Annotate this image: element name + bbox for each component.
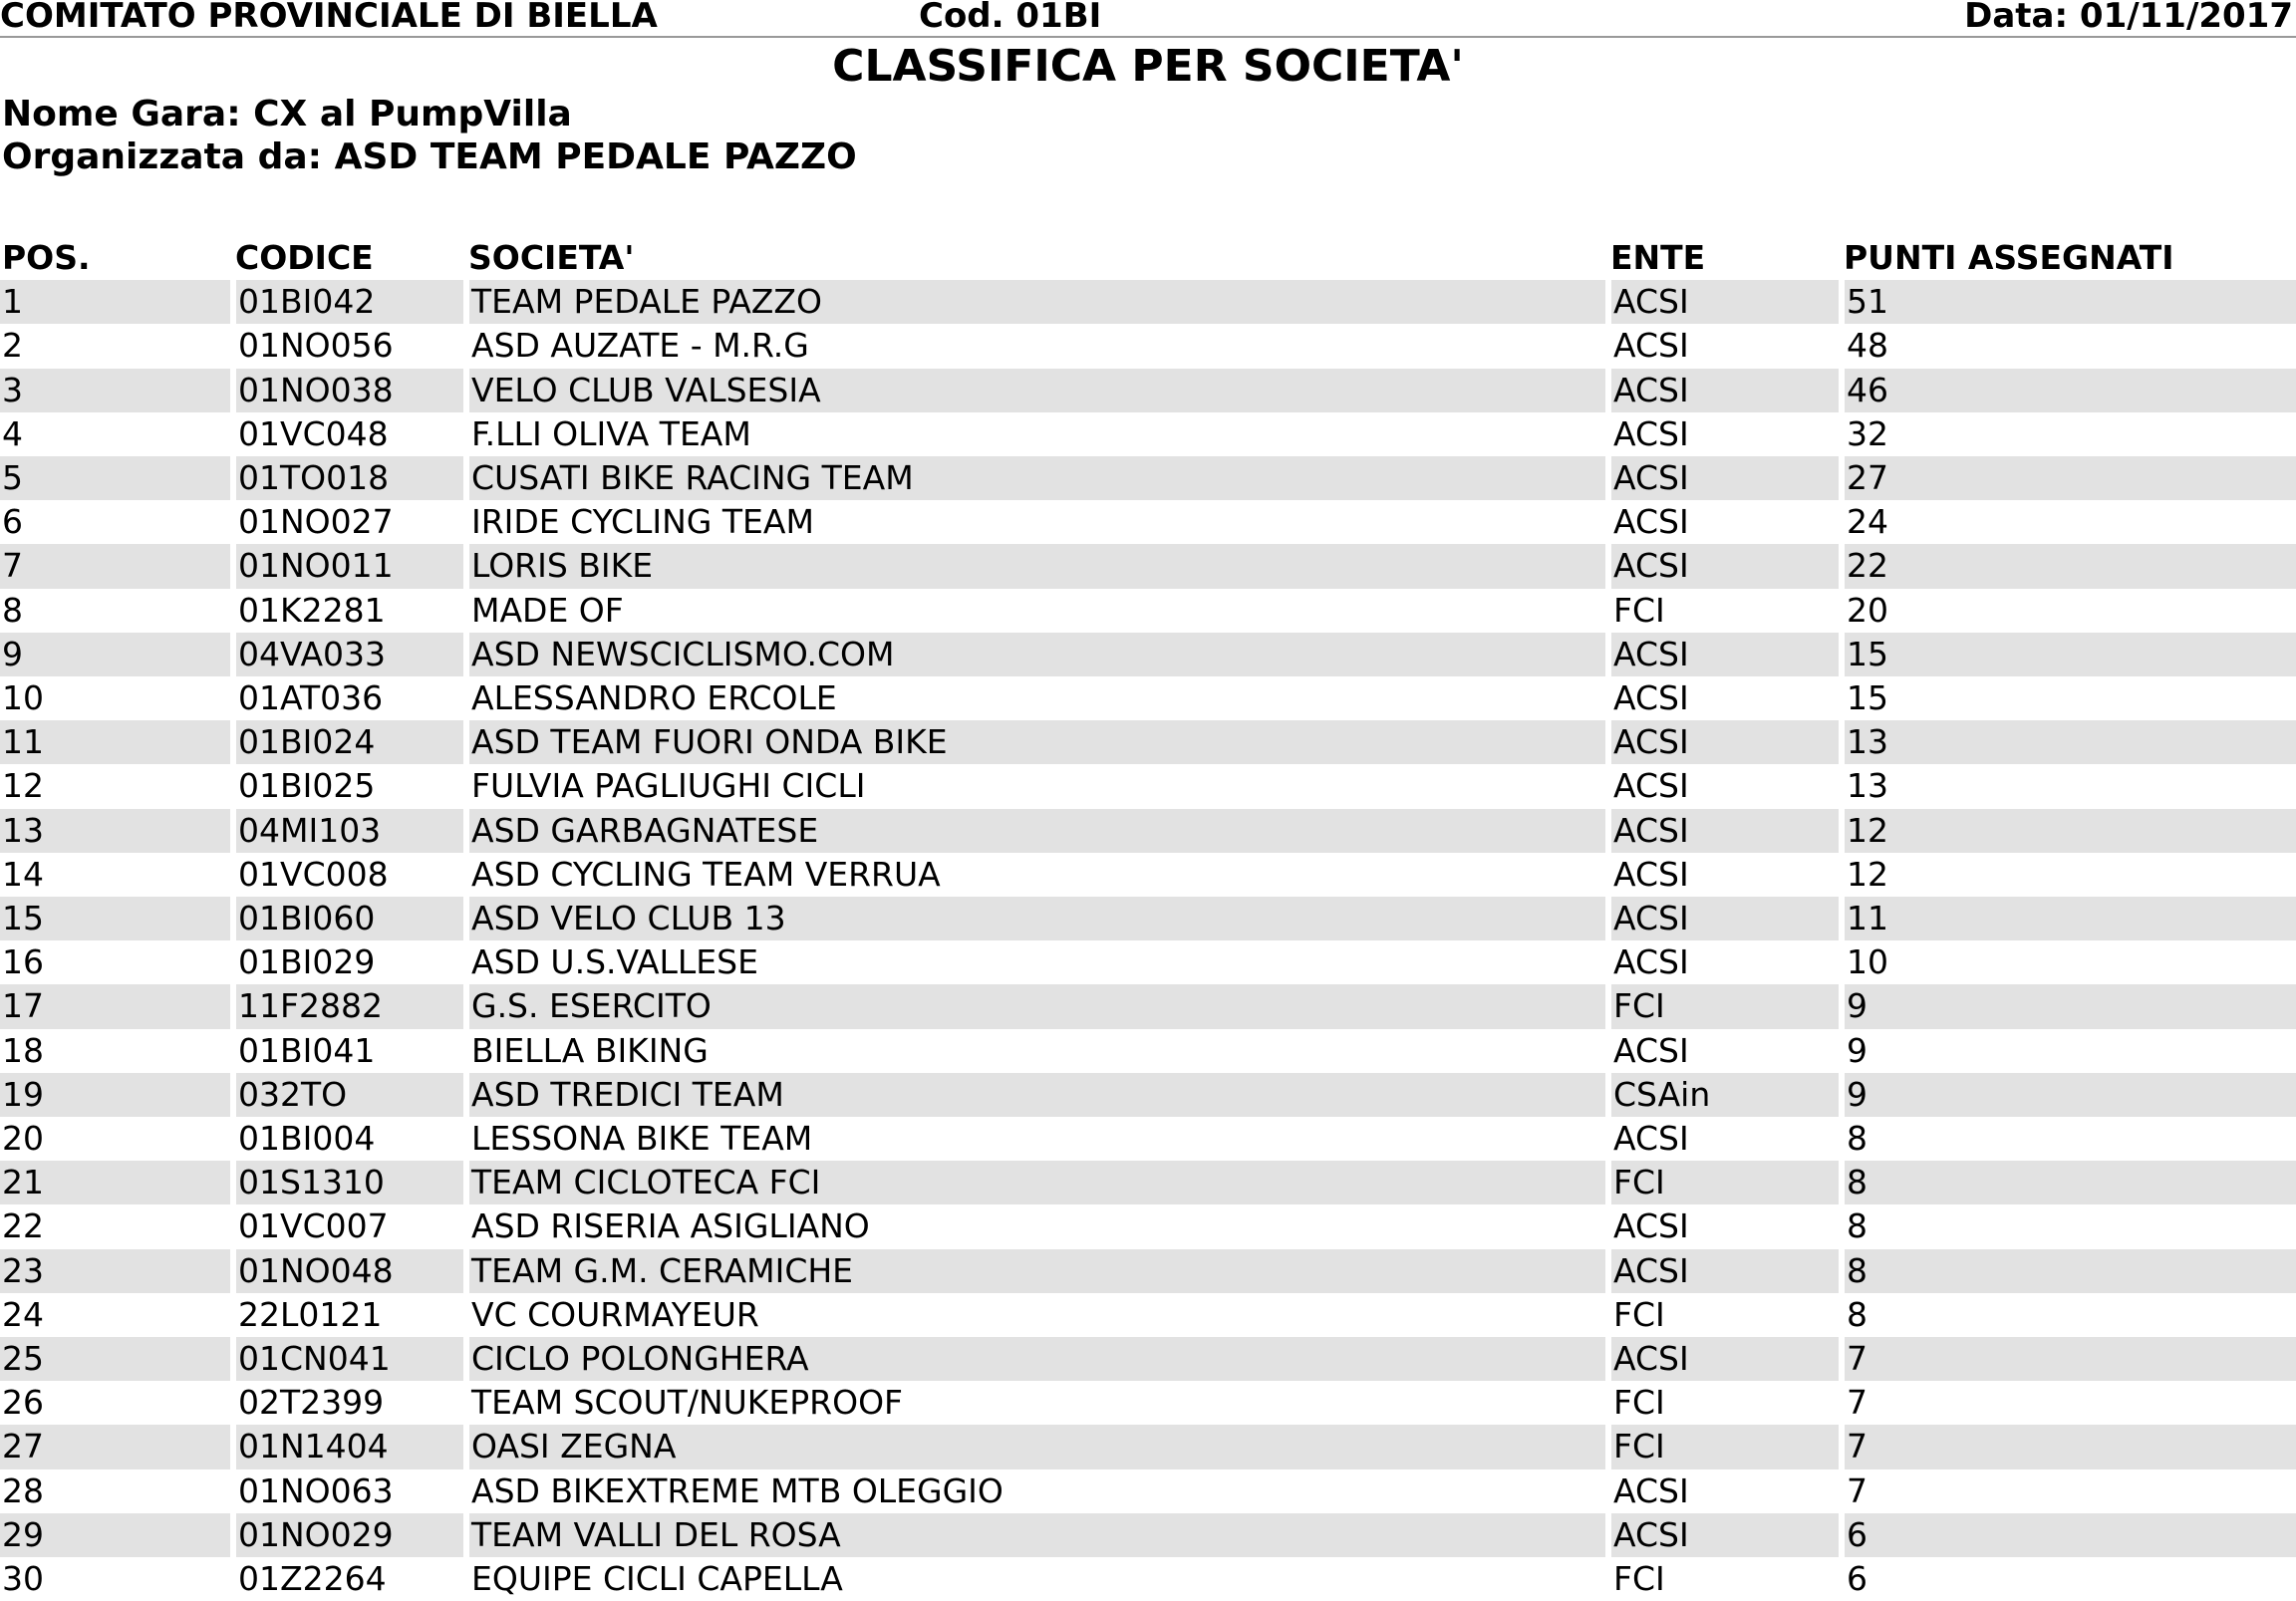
cell-code: 01BI042 <box>233 280 466 324</box>
table-row <box>0 764 2296 808</box>
cell-code: 01AT036 <box>233 676 466 720</box>
cell-position: 19 <box>0 1073 233 1117</box>
table-row <box>0 324 2296 368</box>
page-title: CLASSIFICA PER SOCIETA' <box>832 41 1464 92</box>
cell-club: FULVIA PAGLIUGHI CICLI <box>466 764 1608 808</box>
cell-position: 23 <box>0 1249 233 1293</box>
cell-body: ACSI <box>1608 720 1842 764</box>
cell-body: ACSI <box>1608 1204 1842 1248</box>
cell-points: 12 <box>1842 809 2296 853</box>
table-row <box>0 1029 2296 1073</box>
cell-position: 30 <box>0 1557 233 1601</box>
cell-body: ACSI <box>1608 1029 1842 1073</box>
cell-points: 7 <box>1847 1383 1867 1423</box>
column-header-points: PUNTI ASSEGNATI <box>1844 238 2174 277</box>
cell-points: 15 <box>1847 678 1888 718</box>
cell-position: 22 <box>0 1204 233 1248</box>
cell-points: 13 <box>1847 766 1888 806</box>
cell-body: FCI <box>1608 589 1842 633</box>
ranking-table <box>0 236 2296 1601</box>
cell-club: MADE OF <box>466 589 1608 633</box>
column-header-position: POS. <box>2 238 91 277</box>
cell-code: 04MI103 <box>233 809 466 853</box>
table-row <box>0 1073 2296 1117</box>
cell-points: 7 <box>1842 1425 2296 1468</box>
cell-club: TEAM CICLOTECA FCI <box>466 1161 1608 1204</box>
cell-body: ACSI <box>1608 633 1842 676</box>
column-header-club: SOCIETA' <box>468 238 635 277</box>
cell-position: 11 <box>0 720 233 764</box>
cell-code: 01NO048 <box>233 1249 466 1293</box>
cell-position: 4 <box>0 412 233 456</box>
cell-position: 29 <box>0 1513 233 1557</box>
cell-position: 2 <box>0 324 233 368</box>
cell-body: ACSI <box>1608 1469 1842 1513</box>
cell-points: 7 <box>1842 1337 2296 1381</box>
cell-points: 6 <box>1842 1513 2296 1557</box>
cell-points: 27 <box>1842 456 2296 500</box>
cell-code: 032TO <box>233 1073 466 1117</box>
cell-code: 01CN041 <box>233 1337 466 1381</box>
cell-code: 01NO056 <box>233 324 466 368</box>
cell-points: 9 <box>1847 1030 1867 1070</box>
cell-body: ACSI <box>1608 764 1842 808</box>
cell-position: 28 <box>0 1469 233 1513</box>
table-row <box>0 1337 2296 1381</box>
cell-code: 01BI025 <box>233 764 466 808</box>
table-row <box>0 1161 2296 1204</box>
cell-position: 1 <box>0 280 233 324</box>
cell-points: 32 <box>1847 413 1888 453</box>
cell-position: 3 <box>0 369 233 412</box>
cell-body: ACSI <box>1608 809 1842 853</box>
cell-points: 11 <box>1842 897 2296 940</box>
cell-club: BIELLA BIKING <box>466 1029 1608 1073</box>
cell-points: 8 <box>1847 1119 1867 1159</box>
cell-position: 20 <box>0 1117 233 1161</box>
cell-body: FCI <box>1608 1381 1842 1425</box>
cell-code: 01BI041 <box>233 1029 466 1073</box>
organizer-name: Organizzata da: ASD TEAM PEDALE PAZZO <box>2 136 857 177</box>
cell-points: 24 <box>1847 502 1888 542</box>
cell-code: 11F2882 <box>233 984 466 1028</box>
cell-club: ASD TEAM FUORI ONDA BIKE <box>466 720 1608 764</box>
cell-code: 01BI004 <box>233 1117 466 1161</box>
cell-body: ACSI <box>1608 280 1842 324</box>
table-row <box>0 853 2296 897</box>
cell-body: ACSI <box>1608 853 1842 897</box>
table-row <box>0 589 2296 633</box>
cell-position: 13 <box>0 809 233 853</box>
table-row <box>0 1513 2296 1557</box>
cell-code: 01VC048 <box>233 412 466 456</box>
cell-club: CICLO POLONGHERA <box>466 1337 1608 1381</box>
cell-club: TEAM SCOUT/NUKEPROOF <box>466 1381 1608 1425</box>
cell-code: 01VC008 <box>233 853 466 897</box>
cell-club: ASD U.S.VALLESE <box>466 940 1608 984</box>
cell-club: TEAM PEDALE PAZZO <box>466 280 1608 324</box>
table-row <box>0 676 2296 720</box>
cell-points: 9 <box>1842 984 2296 1028</box>
cell-club: ALESSANDRO ERCOLE <box>466 676 1608 720</box>
cell-position: 5 <box>0 456 233 500</box>
cell-club: ASD CYCLING TEAM VERRUA <box>466 853 1608 897</box>
cell-code: 22L0121 <box>233 1293 466 1337</box>
column-header-body: ENTE <box>1610 238 1706 277</box>
cell-body: ACSI <box>1608 940 1842 984</box>
cell-points: 48 <box>1847 326 1888 366</box>
cell-club: OASI ZEGNA <box>466 1425 1608 1468</box>
cell-points: 8 <box>1842 1249 2296 1293</box>
table-row <box>0 1117 2296 1161</box>
cell-points: 13 <box>1842 720 2296 764</box>
cell-code: 01NO011 <box>233 544 466 588</box>
cell-club: CUSATI BIKE RACING TEAM <box>466 456 1608 500</box>
cell-body: ACSI <box>1608 676 1842 720</box>
cell-position: 24 <box>0 1293 233 1337</box>
cell-points: 51 <box>1842 280 2296 324</box>
cell-club: ASD TREDICI TEAM <box>466 1073 1608 1117</box>
cell-club: LORIS BIKE <box>466 544 1608 588</box>
cell-club: ASD BIKEXTREME MTB OLEGGIO <box>466 1469 1608 1513</box>
cell-code: 01NO027 <box>233 500 466 544</box>
cell-points: 22 <box>1842 544 2296 588</box>
cell-club: ASD NEWSCICLISMO.COM <box>466 633 1608 676</box>
cell-body: ACSI <box>1608 1117 1842 1161</box>
table-row <box>0 809 2296 853</box>
table-row <box>0 984 2296 1028</box>
cell-position: 6 <box>0 500 233 544</box>
cell-points: 15 <box>1842 633 2296 676</box>
cell-club: LESSONA BIKE TEAM <box>466 1117 1608 1161</box>
cell-body: ACSI <box>1608 500 1842 544</box>
table-row <box>0 1249 2296 1293</box>
cell-body: FCI <box>1608 1425 1842 1468</box>
cell-points: 9 <box>1842 1073 2296 1117</box>
cell-club: F.LLI OLIVA TEAM <box>466 412 1608 456</box>
table-row <box>0 940 2296 984</box>
cell-club: VELO CLUB VALSESIA <box>466 369 1608 412</box>
cell-club: IRIDE CYCLING TEAM <box>466 500 1608 544</box>
cell-position: 27 <box>0 1425 233 1468</box>
cell-points: 20 <box>1847 590 1888 630</box>
cell-club: EQUIPE CICLI CAPELLA <box>466 1557 1608 1601</box>
cell-code: 01BI029 <box>233 940 466 984</box>
cell-position: 18 <box>0 1029 233 1073</box>
cell-body: ACSI <box>1608 324 1842 368</box>
cell-body: ACSI <box>1608 412 1842 456</box>
cell-club: ASD GARBAGNATESE <box>466 809 1608 853</box>
cell-code: 01K2281 <box>233 589 466 633</box>
table-row <box>0 456 2296 500</box>
table-row <box>0 1469 2296 1513</box>
cell-code: 01NO063 <box>233 1469 466 1513</box>
table-row <box>0 369 2296 412</box>
cell-points: 7 <box>1847 1470 1867 1510</box>
table-row <box>0 412 2296 456</box>
document-date: Data: 01/11/2017 <box>1964 0 2293 36</box>
cell-body: ACSI <box>1608 544 1842 588</box>
table-row <box>0 1425 2296 1468</box>
cell-code: 01NO038 <box>233 369 466 412</box>
table-row <box>0 1293 2296 1337</box>
cell-points: 8 <box>1847 1294 1867 1334</box>
cell-points: 8 <box>1847 1206 1867 1246</box>
race-name: Nome Gara: CX al PumpVilla <box>2 94 572 134</box>
cell-club: VC COURMAYEUR <box>466 1293 1608 1337</box>
cell-points: 8 <box>1842 1161 2296 1204</box>
table-body <box>0 280 2296 1601</box>
table-row <box>0 500 2296 544</box>
table-row <box>0 544 2296 588</box>
cell-position: 12 <box>0 764 233 808</box>
cell-position: 10 <box>0 676 233 720</box>
cell-position: 21 <box>0 1161 233 1204</box>
cell-club: TEAM VALLI DEL ROSA <box>466 1513 1608 1557</box>
table-row <box>0 633 2296 676</box>
cell-code: 01BI024 <box>233 720 466 764</box>
cell-body: ACSI <box>1608 369 1842 412</box>
cell-body: ACSI <box>1608 1337 1842 1381</box>
table-row <box>0 897 2296 940</box>
cell-code: 01N1404 <box>233 1425 466 1468</box>
cell-body: FCI <box>1608 1293 1842 1337</box>
cell-code: 02T2399 <box>233 1381 466 1425</box>
cell-code: 01S1310 <box>233 1161 466 1204</box>
cell-body: FCI <box>1608 984 1842 1028</box>
cell-body: CSAin <box>1608 1073 1842 1117</box>
cell-club: TEAM G.M. CERAMICHE <box>466 1249 1608 1293</box>
cell-position: 26 <box>0 1381 233 1425</box>
cell-club: G.S. ESERCITO <box>466 984 1608 1028</box>
cell-body: ACSI <box>1608 1513 1842 1557</box>
column-header-code: CODICE <box>235 238 374 277</box>
cell-code: 01Z2264 <box>233 1557 466 1601</box>
cell-position: 7 <box>0 544 233 588</box>
cell-body: ACSI <box>1608 897 1842 940</box>
cell-club: ASD AUZATE - M.R.G <box>466 324 1608 368</box>
table-header-row <box>0 236 2296 280</box>
cell-position: 14 <box>0 853 233 897</box>
cell-club: ASD VELO CLUB 13 <box>466 897 1608 940</box>
document-header <box>0 0 2296 38</box>
cell-position: 25 <box>0 1337 233 1381</box>
cell-position: 16 <box>0 940 233 984</box>
cell-club: ASD RISERIA ASIGLIANO <box>466 1204 1608 1248</box>
cell-body: FCI <box>1608 1557 1842 1601</box>
table-row <box>0 1204 2296 1248</box>
cell-code: 01TO018 <box>233 456 466 500</box>
cell-code: 04VA033 <box>233 633 466 676</box>
committee-code: Cod. 01BI <box>919 0 1102 36</box>
cell-position: 9 <box>0 633 233 676</box>
table-row <box>0 280 2296 324</box>
table-row <box>0 1381 2296 1425</box>
cell-points: 6 <box>1847 1559 1867 1599</box>
committee-name: COMITATO PROVINCIALE DI BIELLA <box>0 0 658 36</box>
cell-points: 46 <box>1842 369 2296 412</box>
cell-body: ACSI <box>1608 456 1842 500</box>
cell-body: ACSI <box>1608 1249 1842 1293</box>
cell-code: 01BI060 <box>233 897 466 940</box>
cell-position: 8 <box>0 589 233 633</box>
cell-position: 17 <box>0 984 233 1028</box>
table-row <box>0 1557 2296 1601</box>
table-header <box>0 236 2296 280</box>
cell-position: 15 <box>0 897 233 940</box>
table-row <box>0 720 2296 764</box>
cell-code: 01VC007 <box>233 1204 466 1248</box>
cell-code: 01NO029 <box>233 1513 466 1557</box>
cell-body: FCI <box>1608 1161 1842 1204</box>
cell-points: 10 <box>1847 942 1888 982</box>
cell-points: 12 <box>1847 854 1888 894</box>
